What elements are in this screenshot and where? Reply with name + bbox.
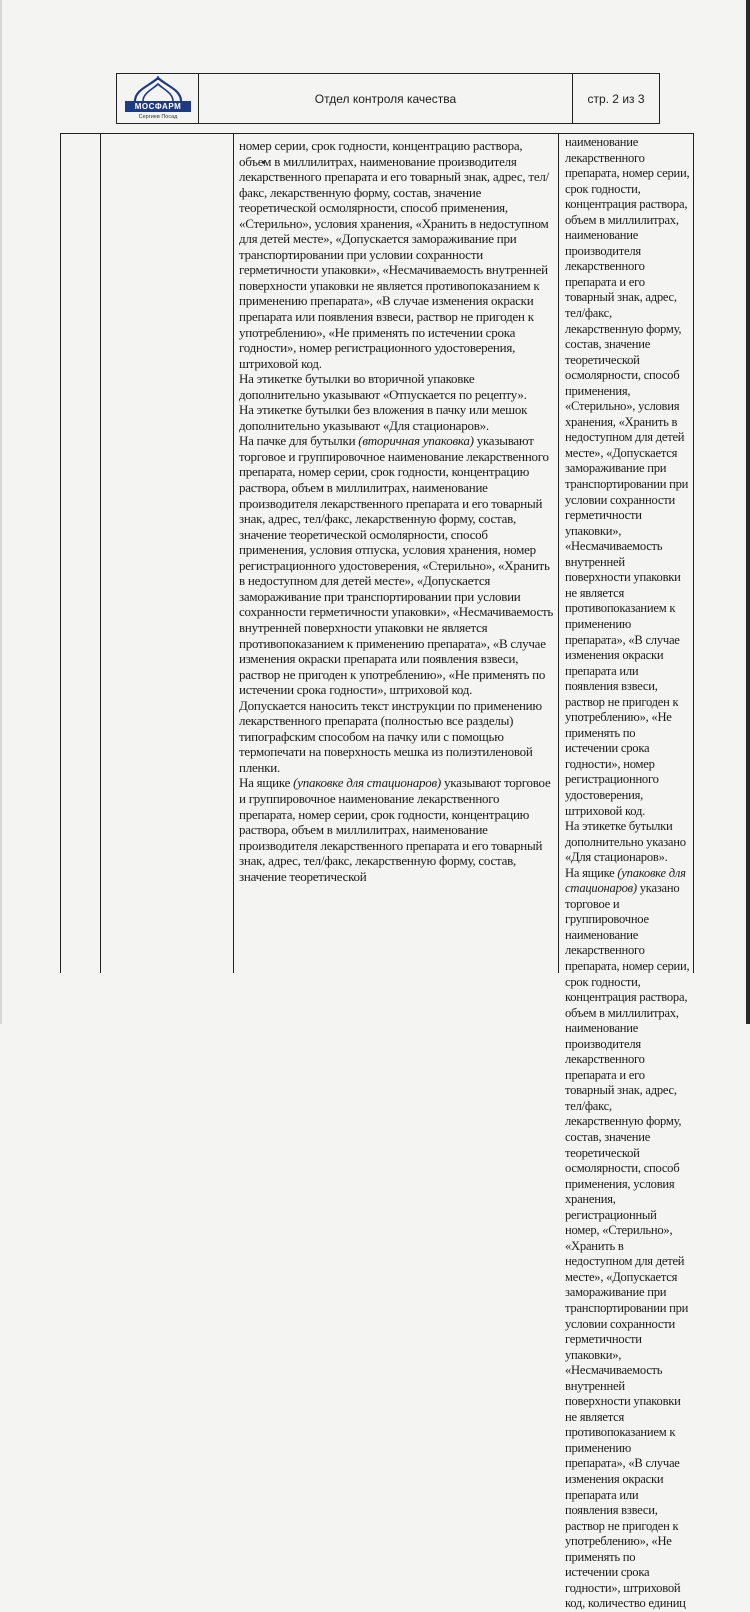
- company-logo: [117, 74, 199, 123]
- header-title-cell: [199, 74, 573, 123]
- table-column-number: [61, 134, 101, 973]
- text-segment: На этикетке бутылки дополнительно указано «Для стационаров».: [565, 819, 686, 865]
- text-segment: Допускается наносить текст инструкции по применению лекарственного препарата (полностью все разделы) типографским способом на пачку или с помощью термопечати на поверхность мешка из полиэтиленовой пленки.: [239, 697, 542, 775]
- paragraph: [239, 433, 554, 697]
- table-column-method: [234, 134, 559, 973]
- page-header: [116, 73, 660, 124]
- text-segment: номер серии, срок годности, концентрацию раствора, объем в миллилитрах, наименование производителя лекарственного препарата и его товарный знак, адрес, тел/факс, лекарственную форму, состав, значение теоретической осмолярности, способ применения, «Стерильно», условия хранения, «Хранить в недоступном для детей месте», «Допускается замораживание при транспортировании при условии сохранности герметичности упаковки», «Несмачиваемость внутренней поверхности упаковки не является противопоказанием к применению препарата», «В случае изменения окраски препарата или появления взвеси, раствор не пригоден к употреблению», «Не применять по истечении срока годности», номер регистрационного удостоверения, штриховой код.: [239, 138, 549, 371]
- italic-text: (упаковке для стационаров): [565, 865, 686, 896]
- paragraph: [565, 819, 690, 866]
- text-segment: наименование лекарственного препарата, номер серии, срок годности, концентрация раствора, объем в миллилитрах, наименование производителя лекарственного препарата и его товарный знак, адрес, тел/факс, лекарственную форму, состав, значение теоретической осмолярности, способ применения, «Стерильно», условия хранения, «Хранить в недоступном для детей месте», «Допускается замораживание при транспортировании при условии сохранности герметичности упаковки», «Несмачиваемость внутренней поверхности упаковки не является противопоказанием к применению препарата», «В случае изменения окраски препарата или появления взвеси, раствор не пригоден к употреблению», «Не применять по истечении срока годности», номер регистрационного удостоверения, штриховой код.: [565, 135, 690, 818]
- table-column-indicator: [101, 134, 234, 973]
- table-column-norms: [559, 134, 693, 1611]
- page-number: стр. 2 из 3: [587, 91, 645, 106]
- text-segment: На этикетке бутылки во вторичной упаковке дополнительно указывают «Отпускается по рецепту».: [239, 371, 527, 402]
- dome-icon: [129, 76, 187, 102]
- content-table: [60, 133, 694, 1611]
- scan-edge-right: [746, 0, 750, 1024]
- paragraph: [239, 402, 554, 433]
- paragraph: [239, 698, 554, 776]
- text-segment: На ящике: [239, 775, 294, 791]
- text-segment: На этикетке бутылки без вложения в пачку или мешок дополнительно указывают «Для стационаров».: [239, 402, 528, 433]
- paragraph: [239, 775, 554, 884]
- italic-text: (вторичная упаковка): [358, 433, 474, 449]
- italic-text: (упаковке для стационаров): [293, 775, 442, 791]
- logo-wordmark: МОСФАРМ: [125, 101, 191, 112]
- text-segment: На пачке для бутылки: [239, 433, 359, 449]
- paragraph: [239, 138, 554, 371]
- header-page-cell: [573, 74, 659, 123]
- logo-subtitle: Сергиев Посад: [138, 114, 178, 120]
- paragraph: [565, 135, 690, 819]
- method-text: [239, 138, 554, 884]
- department-title: Отдел контроля качества: [314, 91, 457, 106]
- text-segment: На ящике: [565, 865, 618, 880]
- scan-edge-left: [0, 0, 2, 1024]
- norms-text: [565, 135, 690, 1612]
- text-segment: указано торговое и группировочное наименование лекарственного препарата, номер серии, срок годности, концентрация раствора, объем в миллилитрах, наименование производителя лекарственного препарата и его товарный знак, адрес, тел/факс, лекарственную форму, состав, значение теоретической осмолярности, способ применения, условия хранения, регистрационный номер, «Стерильно», «Хранить в недоступном для детей месте», «Допускается замораживание при транспортировании при условии сохранности герметичности упаковки», «Несмачиваемость внутренней поверхности упаковки не является противопоказанием к применению препарата», «В случае изменения окраски препарата или появления взвеси, раствор не пригоден к употреблению», «Не применять по истечении срока годности», штриховой код, количество единиц: [565, 881, 690, 1611]
- paragraph: [565, 866, 690, 1612]
- paragraph: [239, 371, 554, 402]
- text-segment: указывают торговое и группировочное наименование лекарственного препарата, номер серии, срок годности, концентрацию раствора, объем в миллилитрах, наименование производителя лекарственного препарата и его товарный знак, адрес, тел/факс, лекарственную форму, состав, значение теоретической: [239, 775, 551, 884]
- text-segment: указывают торговое и группировочное наименование лекарственного препарата, номер серии, срок годности, концентрацию раствора, объем в миллилитрах, наименование производителя лекарственного препарата и его товарный знак, адрес, тел/факс, лекарственную форму, состав, значение теоретической осмолярности, способ применения, условия отпуска, условия хранения, номер регистрационного удостоверения, «Стерильно», «Хранить в недоступном для детей месте», «Допускается замораживание при транспортировании при условии сохранности герметичности упаковки», «Несмачиваемость внутренней поверхности упаковки не является противопоказанием к применению препарата», «В случае изменения окраски препарата или появления взвеси, раствор не пригоден к употреблению», «Не применять по истечении срока годности», штриховой код.: [239, 433, 554, 698]
